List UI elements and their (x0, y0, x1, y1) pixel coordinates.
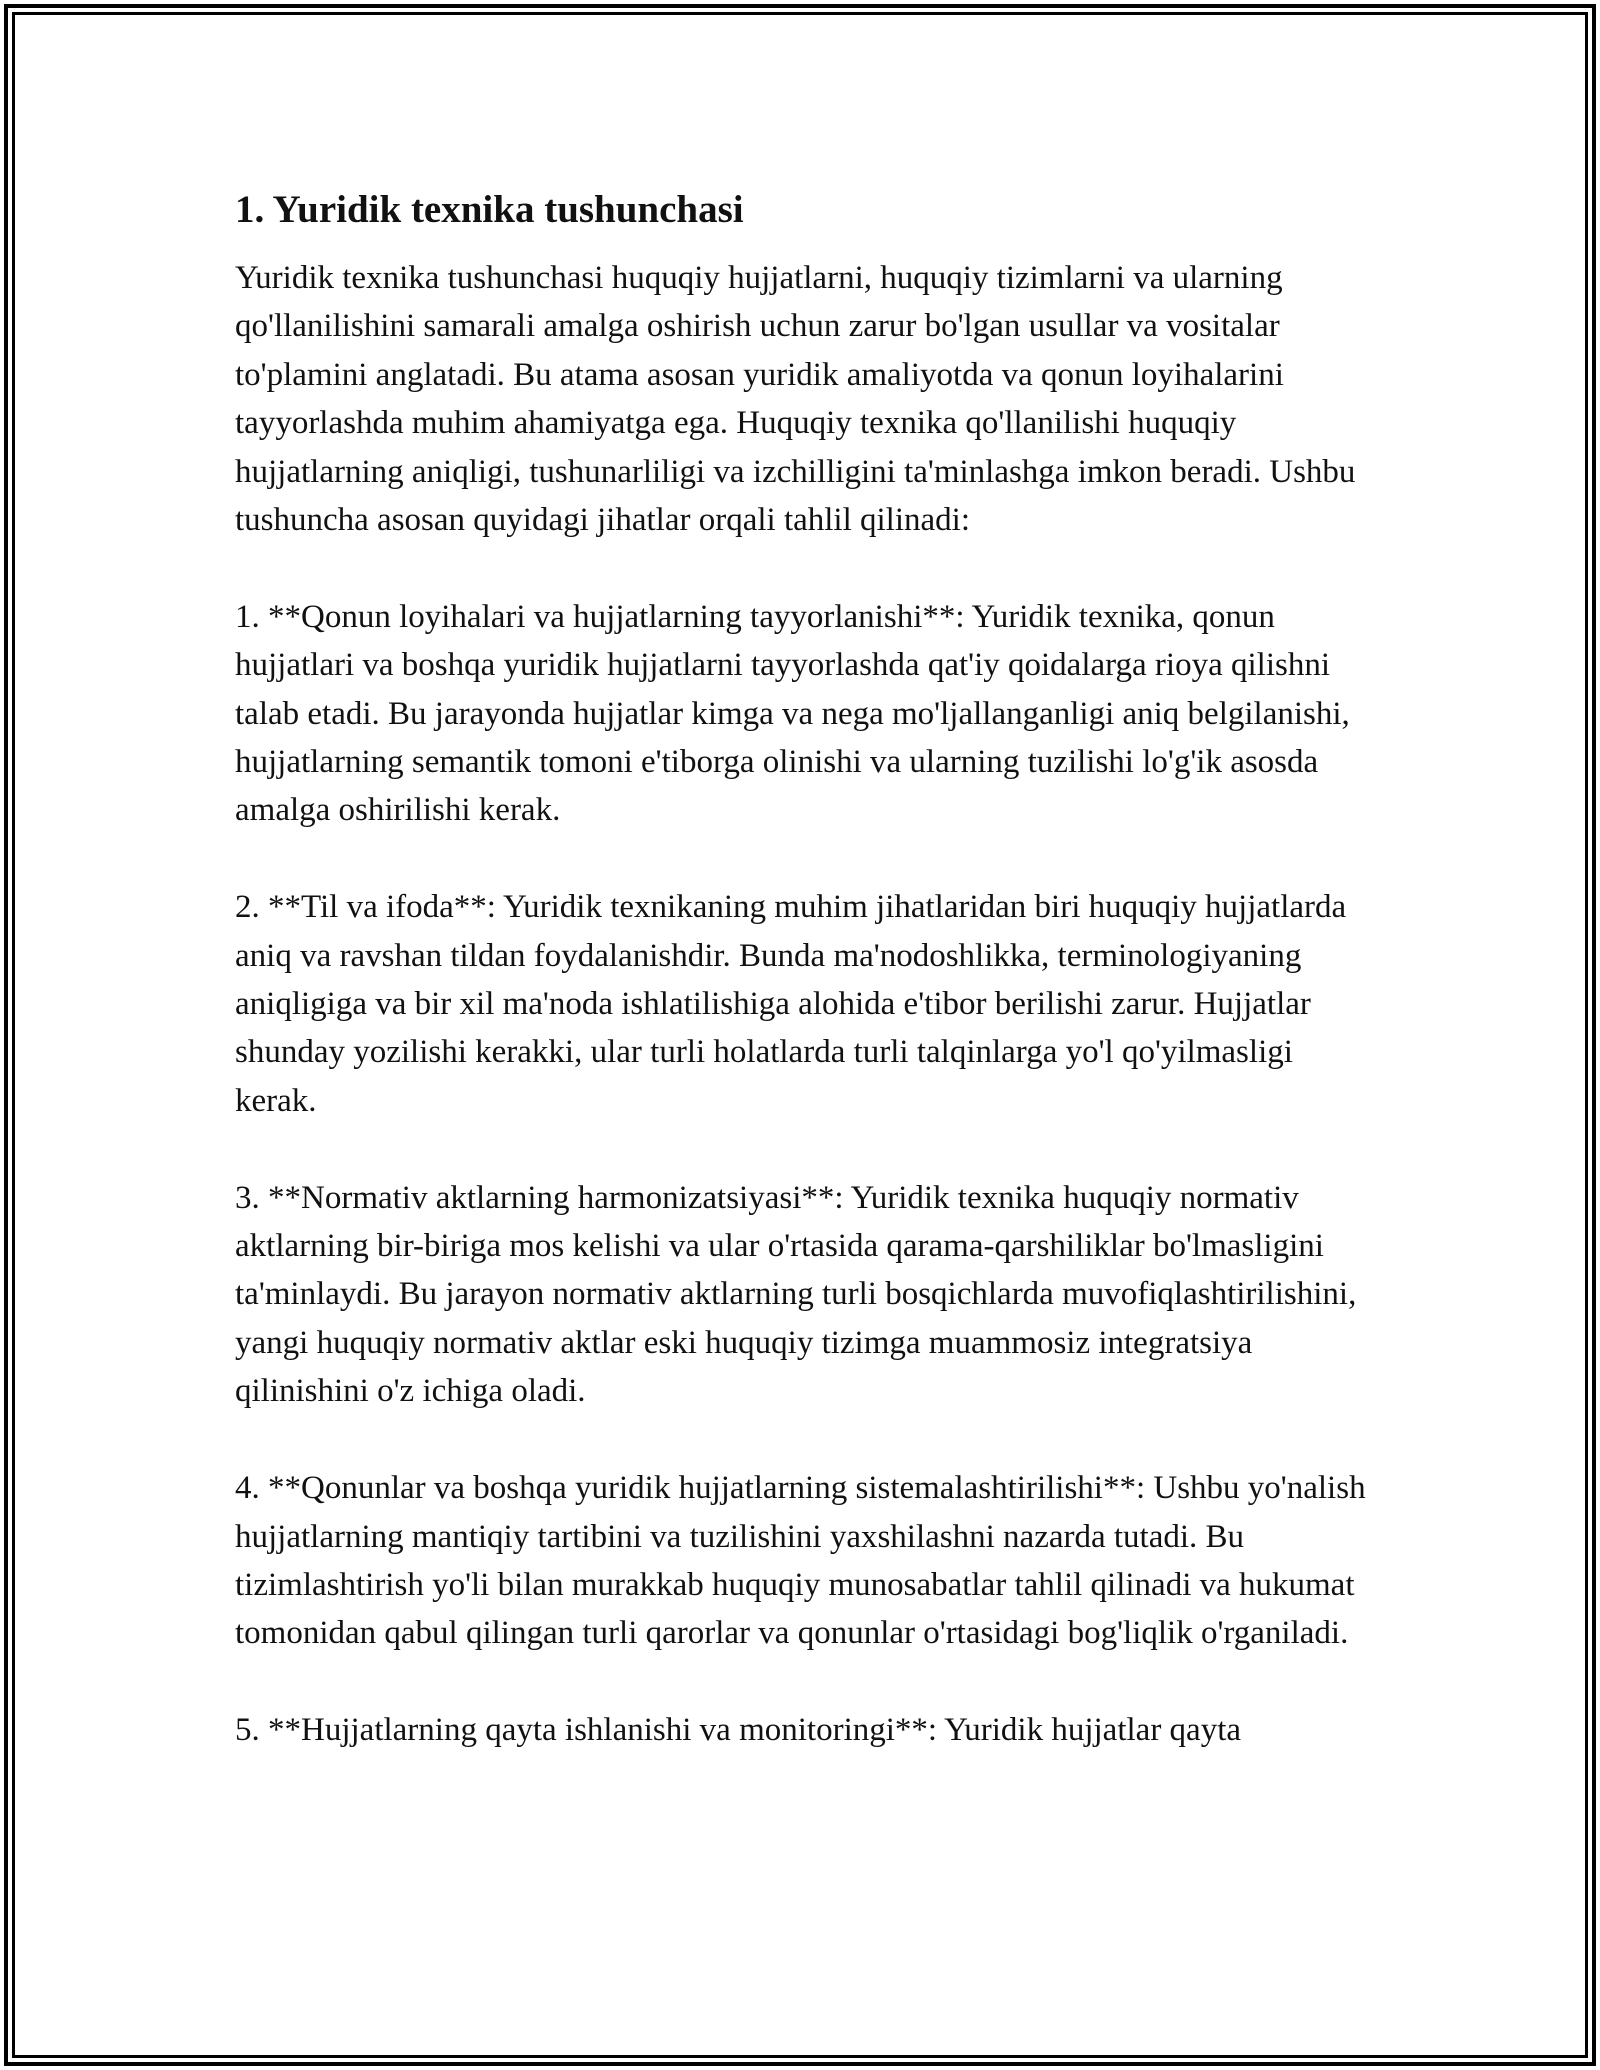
document-body (235, 184, 1375, 1755)
list-item-1: 1. **Qonun loyihalari va hujjatlarning tayyorlanishi**: Yuridik texnika, qonun hujjatlari va boshqa yuridik hujjatlarni tayyorlashda qat'iy qoidalarga rioya qilishni talab etadi. Bu jarayonda hujjatlar kimga va nega mo'ljallanganligi aniq belgilanishi, hujjatlarning semantik tomoni e'tiborga olinishi va ularning tuzilishi lo'g'ik asosda amalga oshirilishi kerak. (235, 598, 1350, 829)
list-item-2: 2. **Til va ifoda**: Yuridik texnikaning muhim jihatlaridan biri huquqiy hujjatlarda aniq va ravshan tildan foydalanishdir. Bunda ma'nodoshlikka, terminologiyaning aniqligiga va bir xil ma'noda ishlatilishiga alohida e'tibor berilishi zarur. Hujjatlar shunday yozilishi kerakki, ular turli holatlarda turli talqinlarga yo'l qo'yilmasligi kerak. (235, 889, 1347, 1119)
list-item-3: 3. **Normativ aktlarning harmonizatsiyasi**: Yuridik texnika huquqiy normativ aktlarning bir-biriga mos kelishi va ular o'rtasida qarama-qarshiliklar bo'lmasligini ta'minlaydi. Bu jarayon normativ aktlarning turli bosqichlarda muvofiqlashtirilishini, yangi huquqiy normativ aktlar eski huquqiy tizimga muammosiz integratsiya qilinishini o'z ichiga oladi. (235, 1179, 1357, 1410)
list-item-4: 4. **Qonunlar va boshqa yuridik hujjatlarning sistemalashtirilishi**: Ushbu yo'nalish hujjatlarning mantiqiy tartibini va tuzilishini yaxshilashni nazarda tutadi. Bu tizimlashtirish yo'li bilan murakkab huquqiy munosabatlar tahlil qilinadi va hukumat tomonidan qabul qilingan turli qarorlar va qonunlar o'rtasidagi bog'liqlik o'rganiladi. (235, 1470, 1366, 1652)
intro-paragraph: Yuridik texnika tushunchasi huquqiy hujjatlarni, huquqiy tizimlarni va ularning qo'llanilishini samarali amalga oshirish uchun zarur bo'lgan usullar va vositalar to'plamini anglatadi. Bu atama asosan yuridik amaliyotda va qonun loyihalarini tayyorlashda muhim ahamiyatga ega. Huquqiy texnika qo'llanilishi huquqiy hujjatlarning aniqligi, tushunarliligi va izchilligini ta'minlashga imkon beradi. Ushbu tushuncha asosan quyidagi jihatlar orqali tahlil qilinadi: (235, 260, 1356, 539)
list-item-5: 5. **Hujjatlarning qayta ishlanishi va monitoringi**: Yuridik hujjatlar qayta (235, 1712, 1242, 1749)
section-heading: 1. Yuridik texnika tushunchasi (235, 188, 744, 231)
